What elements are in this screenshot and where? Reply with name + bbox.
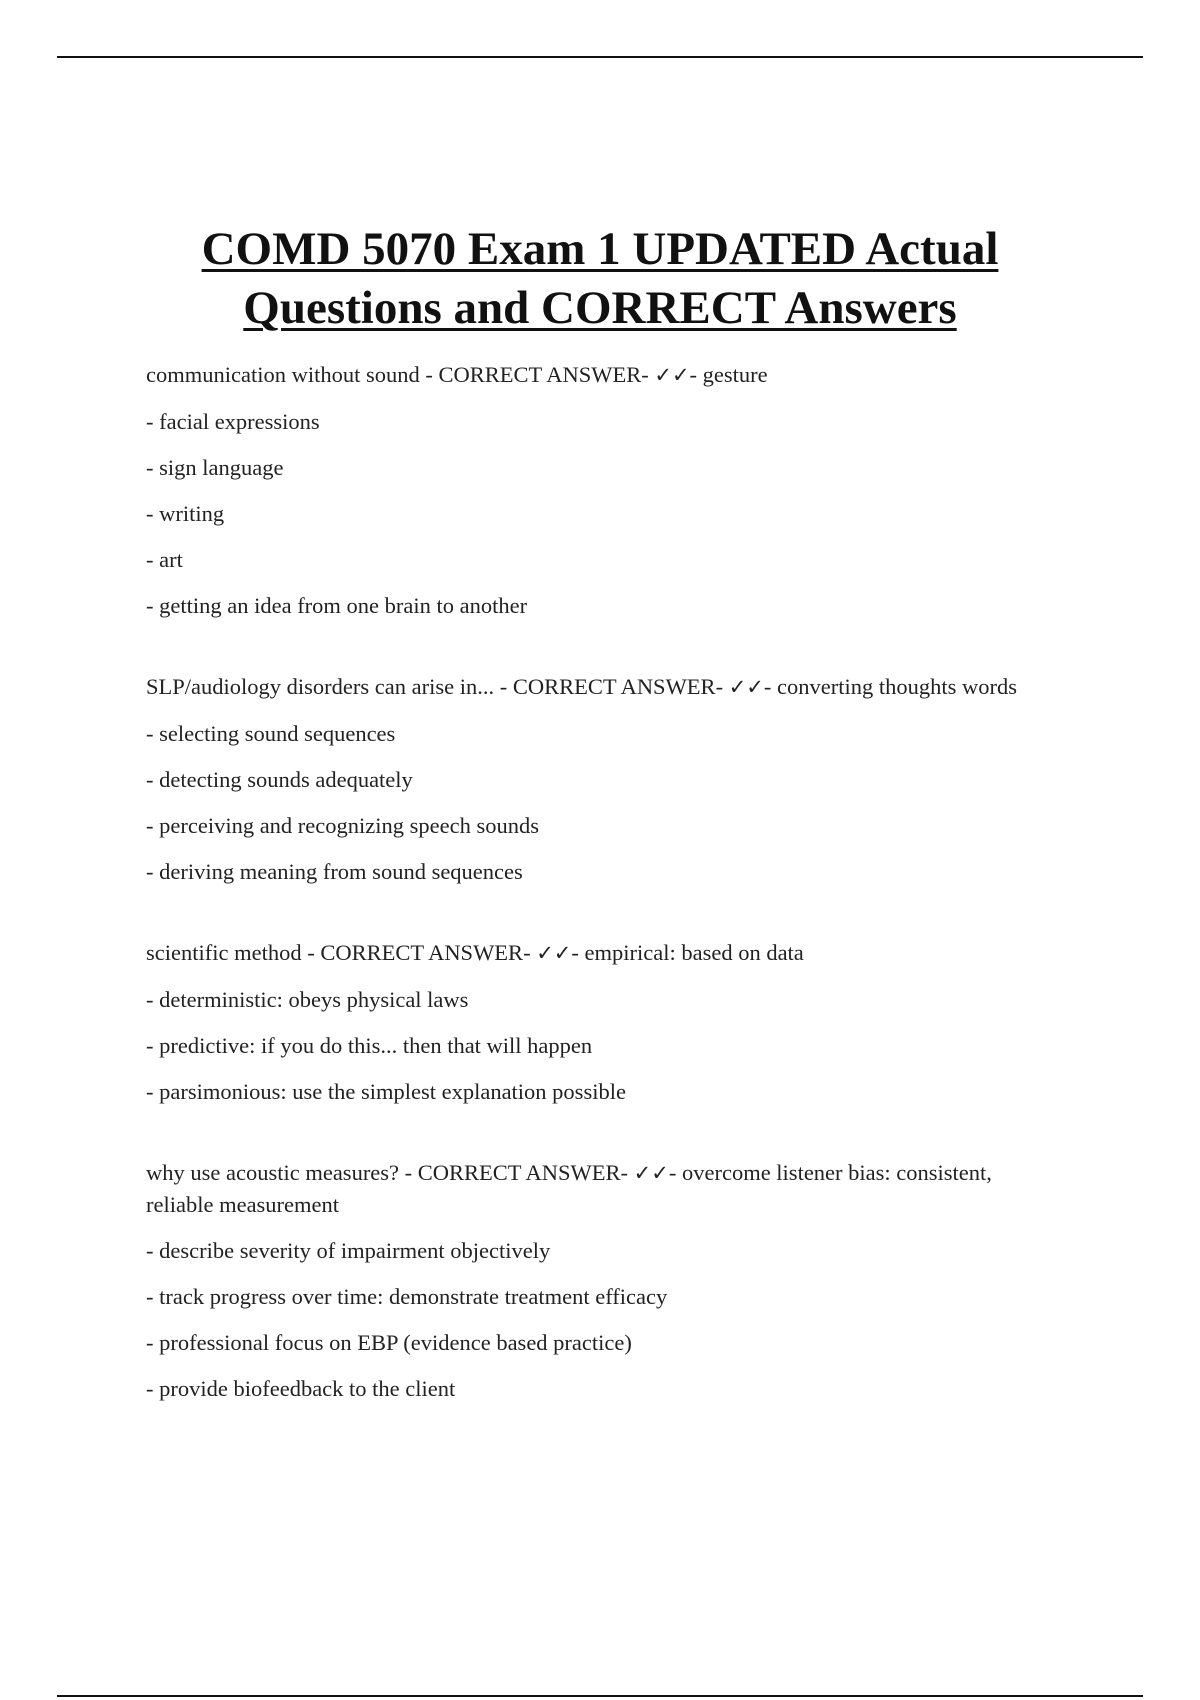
question-line [146, 671, 1046, 703]
correct-answer-marker: - CORRECT ANSWER- [307, 940, 531, 965]
answer-line: - perceiving and recognizing speech sounds [146, 813, 539, 838]
page-title [100, 220, 1100, 338]
first-answer: - gesture [689, 362, 768, 387]
answer-line: - deterministic: obeys physical laws [146, 987, 469, 1012]
answer-line: - selecting sound sequences [146, 721, 396, 746]
title-line-1: COMD 5070 Exam 1 UPDATED Actual [201, 223, 999, 275]
check-icon: ✓✓ [728, 675, 764, 699]
question-text: scientific method [146, 940, 302, 965]
answer-line: - sign language [146, 455, 284, 480]
check-icon: ✓✓ [536, 941, 572, 965]
check-icon: ✓✓ [654, 363, 690, 387]
first-answer: - converting thoughts words [763, 674, 1017, 699]
answer-line: - provide biofeedback to the client [146, 1376, 456, 1401]
question-line [146, 359, 1046, 391]
qa-item [146, 937, 1046, 1107]
question-text: SLP/audiology disorders can arise in... [146, 674, 495, 699]
question-line [146, 1157, 1046, 1220]
qa-list [146, 359, 1046, 1454]
answer-line: - getting an idea from one brain to another [146, 593, 528, 618]
answer-line: - describe severity of impairment objectively [146, 1238, 551, 1263]
answer-line: - track progress over time: demonstrate treatment efficacy [146, 1284, 668, 1309]
question-line [146, 937, 1046, 969]
answer-line: - writing [146, 501, 225, 526]
check-icon: ✓✓ [633, 1161, 669, 1185]
correct-answer-marker: - CORRECT ANSWER- [425, 362, 649, 387]
first-answer: - overcome listener bias: consistent, reliable measurement [146, 1160, 992, 1217]
answer-line: - predictive: if you do this... then that will happen [146, 1033, 593, 1058]
question-text: why use acoustic measures? [146, 1160, 400, 1185]
qa-item [146, 671, 1046, 887]
correct-answer-marker: - CORRECT ANSWER- [404, 1160, 629, 1185]
correct-answer-marker: - CORRECT ANSWER- [499, 674, 724, 699]
question-text: communication without sound [146, 362, 420, 387]
answer-line: - art [146, 547, 183, 572]
first-answer: - empirical: based on data [571, 940, 804, 965]
qa-item [146, 1157, 1046, 1404]
answer-line: - facial expressions [146, 409, 320, 434]
answer-line: - professional focus on EBP (evidence based practice) [146, 1330, 632, 1355]
answer-line: - parsimonious: use the simplest explanation possible [146, 1079, 626, 1104]
header-rule [57, 56, 1143, 58]
answer-line: - deriving meaning from sound sequences [146, 859, 523, 884]
footer-rule [57, 1695, 1143, 1697]
title-line-2: Questions and CORRECT Answers [243, 282, 957, 334]
answer-line: - detecting sounds adequately [146, 767, 413, 792]
qa-item [146, 359, 1046, 621]
